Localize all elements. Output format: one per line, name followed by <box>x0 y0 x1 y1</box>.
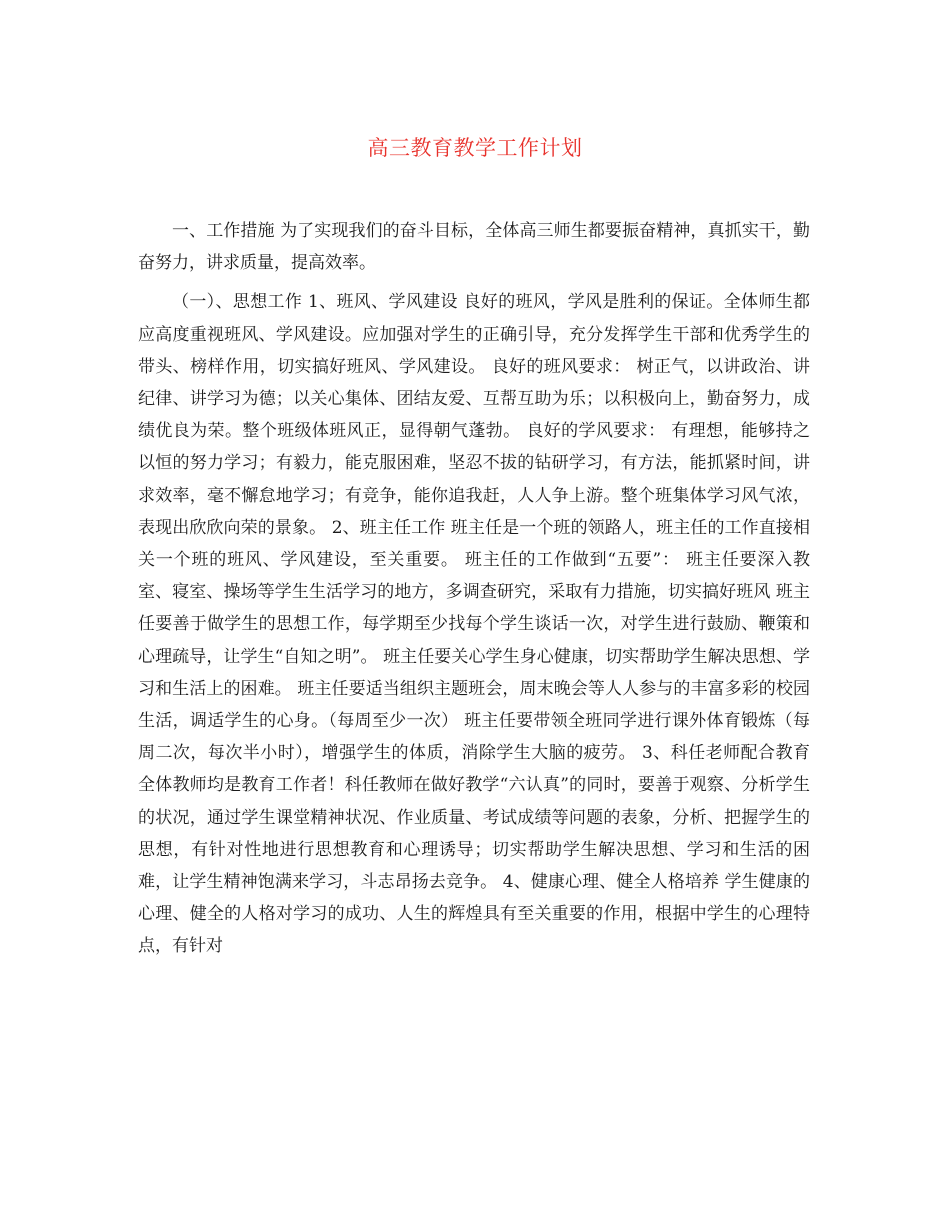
paragraph-work-measures: 一、工作措施 为了实现我们的奋斗目标，全体高三师生都要振奋精神，真抓实干，勤奋努力，讲求质量，提高效率。 <box>138 221 810 274</box>
paragraph-ideological-work: （一）、思想工作 1、班风、学风建设 良好的班风，学风是胜利的保证。全体师生都应高度重视班风、学风建设。应加强对学生的正确引导，充分发挥学生干部和优秀学生的带头、榜样作用，切实搞好班风、学风建设。 良好的班风要求： 树正气，以讲政治、讲纪律、讲学习为德；以关心集体、团结友爱、互帮互助为乐；以积极向上，勤奋努力，成绩优良为荣。整个班级体班风正，显得朝气蓬勃。 良好的学风要求： 有理想，能够持之以恒的努力学习；有毅力，能克服困难，坚忍不拔的钻研学习，有方法，能抓紧时间，讲求效率，毫不懈怠地学习；有竞争，能你追我赶，人人争上游。整个班集体学习风气浓，表现出欣欣向荣的景象。 2、班主任工作 班主任是一个班的领路人，班主任的工作直接相关一个班的班风、学风建设，至关重要。 班主任的工作做到“五要”： 班主任要深入教室、寝室、操场等学生生活学习的地方，多调查研究，采取有力措施，切实搞好班风 班主任要善于做学生的思想工作，每学期至少找每个学生谈话一次，对学生进行鼓励、鞭策和心理疏导，让学生“自知之明”。 班主任要关心学生身心健康，切实帮助学生解决思想、学习和生活上的困难。 班主任要适当组织主题班会，周末晚会等人人参与的丰富多彩的校园生活，调适学生的心身。（每周至少一次） 班主任要带领全班同学进行课外体育锻炼（每周二次，每次半小时），增强学生的体质，消除学生大脑的疲劳。 3、科任老师配合教育 全体教师均是教育工作者！科任教师在做好教学“六认真”的同时，要善于观察、分析学生的状况，通过学生课堂精神状况、作业质量、考试成绩等问题的表象，分析、把握学生的思想，有针对性地进行思想教育和心理诱导；切实帮助学生解决思想、学习和生活的困难，让学生精神饱满来学习，斗志昂扬去竞争。 4、健康心理、健全人格培养 学生健康的心理、健全的人格对学习的成功、人生的辉煌具有至关重要的作用，根据中学生的心理特点，有针对 <box>138 292 810 957</box>
document-title: 高三教育教学工作计划 <box>367 136 583 160</box>
document-body <box>138 215 810 970</box>
